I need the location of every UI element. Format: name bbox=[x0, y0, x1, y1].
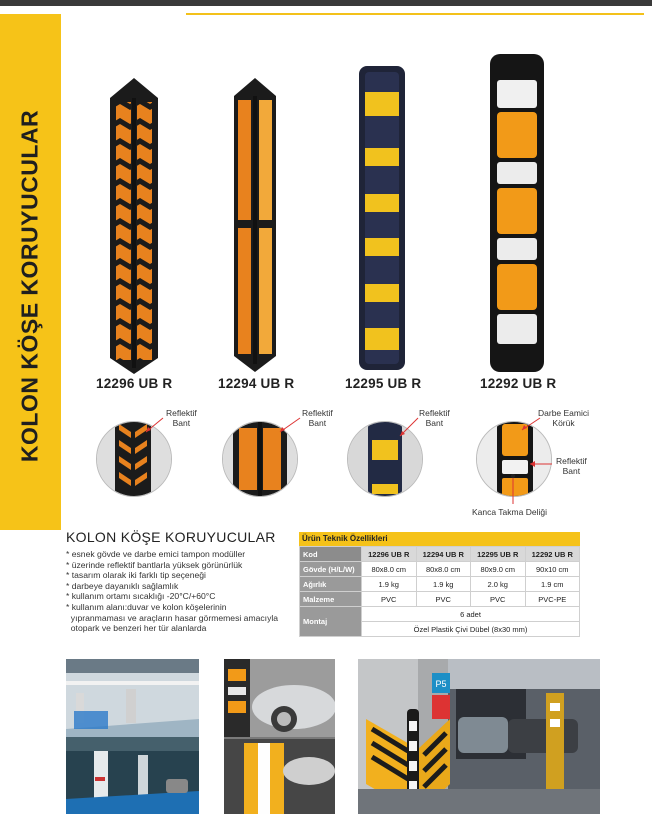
spec-header-cell: 12296 UB R bbox=[362, 547, 417, 562]
spec-cell: 80x8.0 cm bbox=[416, 562, 471, 577]
feature-item: * esnek gövde ve darbe emici tampon modüller bbox=[66, 549, 246, 559]
table-row bbox=[300, 607, 580, 622]
callout-reflective-2: Reflektif Bant bbox=[302, 408, 333, 428]
table-row bbox=[300, 562, 580, 577]
spec-row-label: Gövde (H/L/W) bbox=[300, 562, 362, 577]
feature-item: * kullanım alanı:duvar ve kolon köşelerinin bbox=[66, 601, 227, 612]
spec-header-cell: 12294 UB R bbox=[416, 547, 471, 562]
spec-row-label: Montaj bbox=[300, 607, 362, 637]
product-code-12295: 12295 UB R bbox=[345, 376, 422, 391]
feature-item: * kullanım ortamı sıcaklığı -20°C/+60°C bbox=[66, 591, 216, 602]
spec-cell: 6 adet bbox=[362, 607, 580, 622]
callout-shock-bellow: Darbe Eamici Körük bbox=[538, 408, 590, 428]
spec-header-row bbox=[300, 547, 580, 562]
spec-header-cell: 12295 UB R bbox=[471, 547, 526, 562]
feature-item: otopark ve benzeri her tür alanlarda bbox=[66, 623, 207, 634]
spec-cell: 1.9 kg bbox=[362, 577, 417, 592]
spec-cell: PVC-PE bbox=[525, 592, 580, 607]
feature-item: * tasarım olarak iki farklı tip seçeneği bbox=[66, 570, 206, 581]
spec-header-cell: 12292 UB R bbox=[525, 547, 580, 562]
feature-list bbox=[66, 549, 278, 634]
table-row bbox=[300, 592, 580, 607]
spec-row-label: Malzeme bbox=[300, 592, 362, 607]
spec-cell: 80x8.0 cm bbox=[362, 562, 417, 577]
spec-cell: 1.9 cm bbox=[525, 577, 580, 592]
spec-cell: PVC bbox=[362, 592, 417, 607]
feature-item: yıpranmaması ve araçların hasar görmemesi amacıyla bbox=[66, 612, 279, 623]
photo-guard-closeup bbox=[224, 659, 335, 814]
product-code-12294: 12294 UB R bbox=[218, 376, 295, 391]
spec-header-cell: Kod bbox=[300, 547, 362, 562]
section-heading: KOLON KÖŞE KORUYUCULAR bbox=[66, 529, 276, 545]
photo-parking-garage bbox=[66, 659, 199, 814]
callout-reflective-3: Reflektif Bant bbox=[419, 408, 450, 428]
spec-cell: 2.0 kg bbox=[471, 577, 526, 592]
spec-cell: PVC bbox=[416, 592, 471, 607]
photo-column-installed bbox=[358, 659, 600, 814]
feature-item: * üzerinde reflektif bantlarla yüksek görünürlük bbox=[66, 559, 243, 570]
spec-title: Ürün Teknik Özellikleri bbox=[299, 532, 580, 546]
spec-cell: 1.9 kg bbox=[416, 577, 471, 592]
spec-table bbox=[299, 532, 580, 637]
floor-sign: P5 bbox=[435, 679, 447, 689]
callout-reflective-1: Reflektif Bant bbox=[166, 408, 197, 428]
spec-cell: 90x10 cm bbox=[525, 562, 580, 577]
table-row bbox=[300, 577, 580, 592]
product-code-12296: 12296 UB R bbox=[96, 376, 173, 391]
spec-row-label: Ağırlık bbox=[300, 577, 362, 592]
product-code-12292: 12292 UB R bbox=[480, 376, 557, 391]
feature-item: * darbeye dayanıklı sağlamlık bbox=[66, 580, 179, 591]
callout-reflective-4: Reflektif Bant bbox=[556, 456, 587, 476]
spec-cell: 80x9.0 cm bbox=[471, 562, 526, 577]
callout-hook-hole: Kanca Takma Deliği bbox=[472, 507, 547, 517]
page-title: KOLON KÖŞE KORUYUCULAR bbox=[16, 109, 43, 463]
spec-cell: PVC bbox=[471, 592, 526, 607]
spec-cell: Özel Plastik Çivi Dübel (8x30 mm) bbox=[362, 622, 580, 637]
